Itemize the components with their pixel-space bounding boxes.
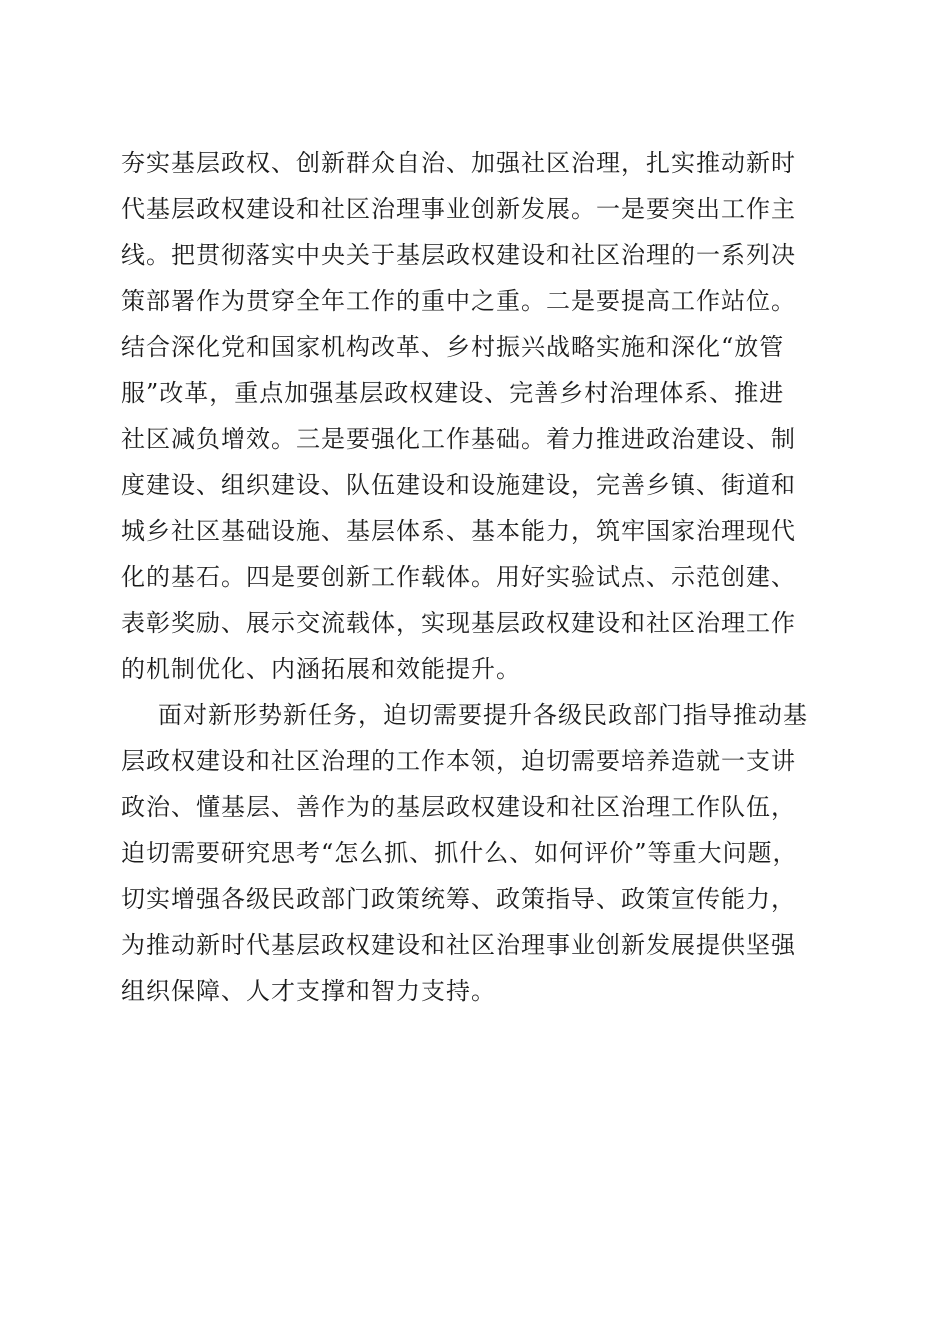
text-line: 代基层政权建设和社区治理事业创新发展。一是要突出工作主 — [121, 195, 796, 223]
text-line: 面对新形势新任务，迫切需要提升各级民政部门指导推动基 — [158, 701, 808, 729]
text-line: 政治、懂基层、善作为的基层政权建设和社区治理工作队伍， — [121, 793, 796, 821]
text-line: 表彰奖励、展示交流载体，实现基层政权建设和社区治理工作 — [121, 609, 796, 637]
text-line: 线。把贯彻落实中央关于基层政权建设和社区治理的一系列决 — [121, 241, 796, 269]
text-line: 为推动新时代基层政权建设和社区治理事业创新发展提供坚强 — [121, 931, 796, 959]
paragraph-1 — [121, 140, 841, 692]
document-body — [121, 140, 841, 1014]
text-line: 组织保障、人才支撑和智力支持。 — [121, 977, 496, 1005]
text-line: 夯实基层政权、创新群众自治、加强社区治理，扎实推动新时 — [121, 149, 796, 177]
text-line: 的机制优化、内涵拓展和效能提升。 — [121, 655, 521, 683]
text-line: 迫切需要研究思考“怎么抓、抓什么、如何评价”等重大问题， — [121, 839, 798, 867]
text-line: 化的基石。四是要创新工作载体。用好实验试点、示范创建、 — [121, 563, 796, 591]
text-line: 层政权建设和社区治理的工作本领，迫切需要培养造就一支讲 — [121, 747, 796, 775]
text-line: 服”改革，重点加强基层政权建设、完善乡村治理体系、推进 — [121, 379, 785, 407]
text-line: 社区减负增效。三是要强化工作基础。着力推进政治建设、制 — [121, 425, 796, 453]
text-line: 策部署作为贯穿全年工作的重中之重。二是要提高工作站位。 — [121, 287, 796, 315]
text-line: 度建设、组织建设、队伍建设和设施建设，完善乡镇、街道和 — [121, 471, 796, 499]
text-line: 结合深化党和国家机构改革、乡村振兴战略实施和深化“放管 — [121, 333, 785, 361]
text-line: 切实增强各级民政部门政策统筹、政策指导、政策宣传能力， — [121, 885, 796, 913]
text-line: 城乡社区基础设施、基层体系、基本能力，筑牢国家治理现代 — [121, 517, 796, 545]
paragraph-2 — [121, 692, 841, 1014]
